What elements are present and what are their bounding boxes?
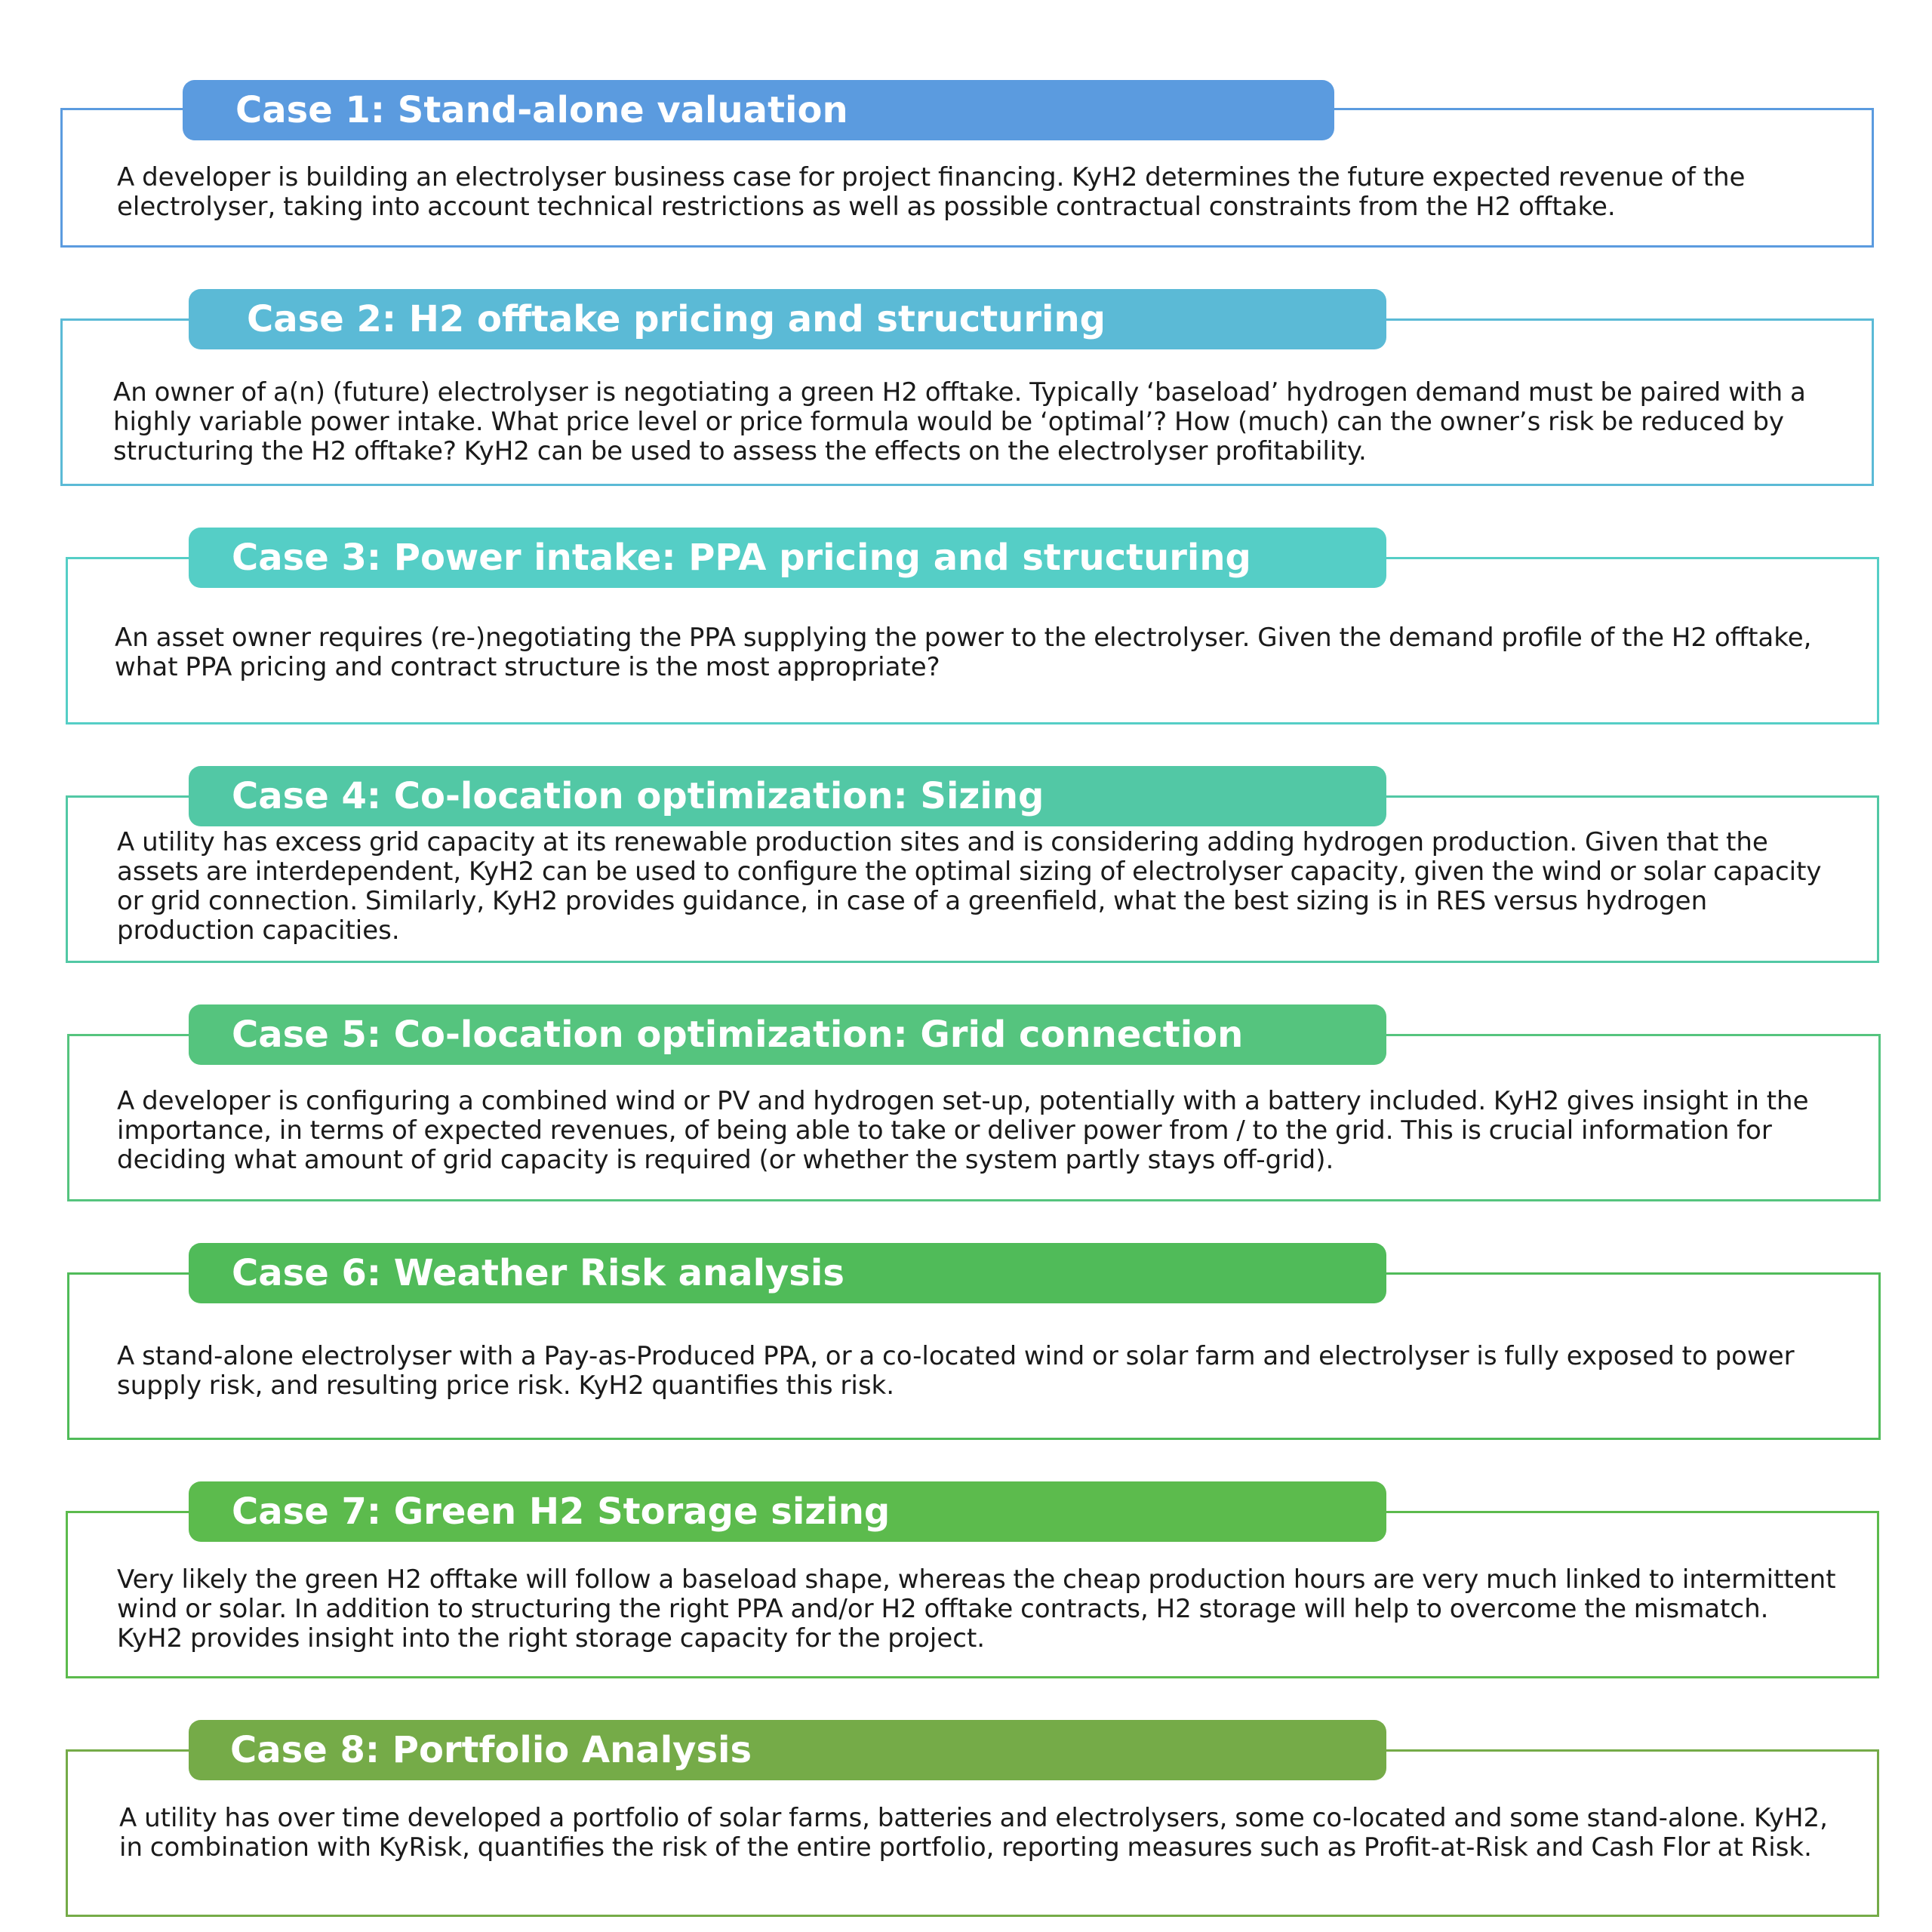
case-3-description: An asset owner requires (re-)negotiating the PPA supplying the power to the electrolyser. Given the demand profile of the H2 offtake, what PPA pricing and contract structure is the most appropriate? xyxy=(115,623,1812,682)
case-8-title: Case 8: Portfolio Analysis xyxy=(189,1720,1386,1780)
case-1-description: A developer is building an electrolyser business case for project financing. KyH2 determines the future expected revenue of the electrolyser, taking into account technical restrictions as well as possible contractual constraints from the H2 offtake. xyxy=(117,162,1746,222)
case-4-title: Case 4: Co-location optimization: Sizing xyxy=(189,766,1386,826)
case-2-description: An owner of a(n) (future) electrolyser is negotiating a green H2 offtake. Typically ‘baseload’ hydrogen demand must be paired with a highly variable power intake. What price level or price formula would be ‘optimal’? How (much) can the owner’s risk be reduced by structuring the H2 offtake? KyH2 can be used to assess the effects on the electrolyser profitability. xyxy=(113,377,1806,466)
case-5-description: A developer is configuring a combined wind or PV and hydrogen set-up, potentially with a battery included. KyH2 gives insight in the importance, in terms of expected revenues, of being able to take or deliver power from / to the grid. This is crucial information for deciding what amount of grid capacity is required (or whether the system partly stays off-grid). xyxy=(117,1086,1809,1175)
case-6-description: A stand-alone electrolyser with a Pay-as-Produced PPA, or a co-located wind or solar farm and electrolyser is fully exposed to power supply risk, and resulting price risk. KyH2 quantifies this risk. xyxy=(117,1341,1795,1401)
case-3-title: Case 3: Power intake: PPA pricing and structuring xyxy=(189,528,1386,588)
case-6-title: Case 6: Weather Risk analysis xyxy=(189,1243,1386,1303)
case-5-title: Case 5: Co-location optimization: Grid connection xyxy=(189,1004,1386,1065)
case-4-description: A utility has excess grid capacity at its renewable production sites and is considering adding hydrogen production. Given that the assets are interdependent, KyH2 can be used to configure the optimal sizing of electrolyser capacity, given the wind or solar capacity or grid connection. Similarly, KyH2 provides guidance, in case of a greenfield, what the best sizing is in RES versus hydrogen production capacities. xyxy=(117,827,1822,946)
case-1-title: Case 1: Stand-alone valuation xyxy=(183,80,1334,140)
case-8-description: A utility has over time developed a portfolio of solar farms, batteries and electrolysers, some co-located and some stand-alone. KyH2, in combination with KyRisk, quantifies the risk of the entire portfolio, reporting measures such as Profit-at-Risk and Cash Flor at Risk. xyxy=(119,1803,1828,1863)
case-2-title: Case 2: H2 offtake pricing and structuring xyxy=(189,289,1386,349)
case-7-title: Case 7: Green H2 Storage sizing xyxy=(189,1481,1386,1542)
case-7-description: Very likely the green H2 offtake will follow a baseload shape, whereas the cheap production hours are very much linked to intermittent wind or solar. In addition to structuring the right PPA and/or H2 offtake contracts, H2 storage will help to overcome the mismatch. KyH2 provides insight into the right storage capacity for the project. xyxy=(117,1564,1836,1654)
